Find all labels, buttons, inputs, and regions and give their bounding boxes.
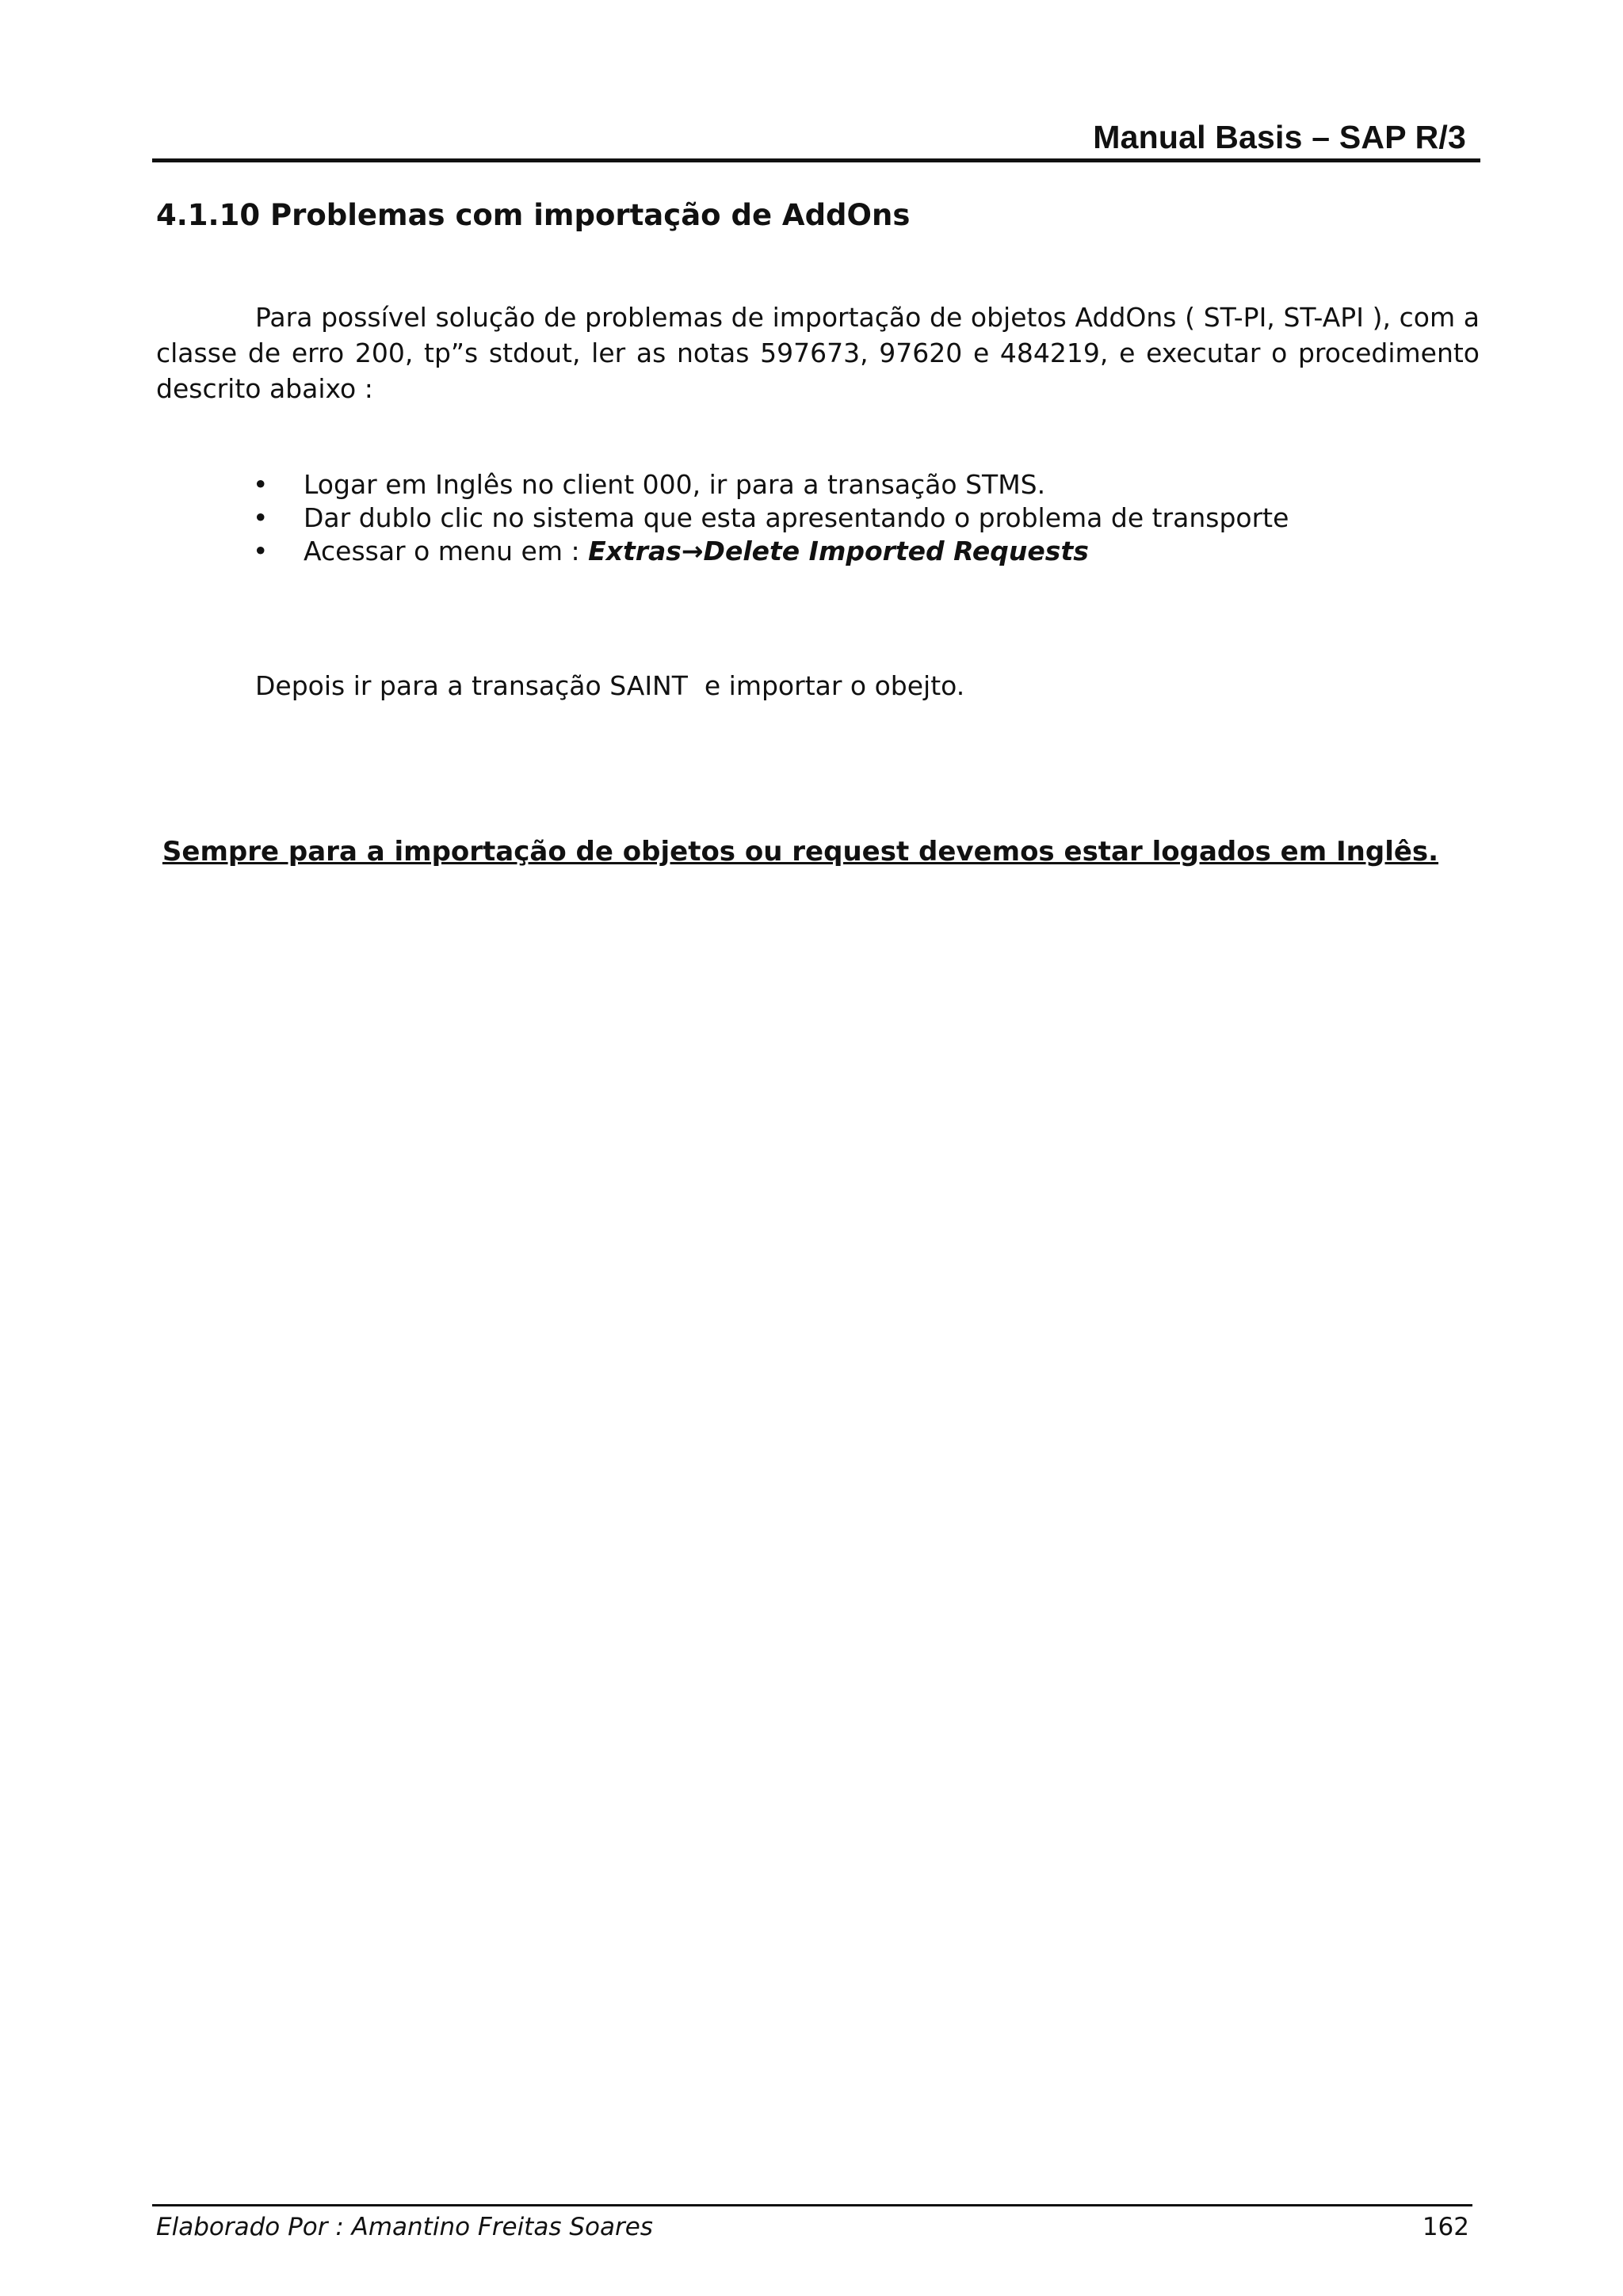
bullet-icon: • (253, 469, 269, 500)
steps-list (156, 468, 1480, 568)
list-item (156, 468, 1480, 502)
section-heading: 4.1.10 Problemas com importação de AddOns (156, 198, 911, 232)
footer-author: Elaborado Por : Amantino Freitas Soares (156, 2213, 653, 2241)
important-note: Sempre para a importação de objetos ou request devemos estar logados em Inglês. (162, 836, 1439, 868)
list-item (156, 535, 1480, 568)
intro-paragraph: Para possível solução de problemas de importação de objetos AddOns ( ST-PI, ST-API ), com a classe de erro 200, tp”s stdout, ler as notas 597673, 97620 e 484219, e executar o procedimento descrito abaixo : (156, 302, 1480, 404)
page-header (152, 113, 1480, 162)
list-item-text: Logar em Inglês no client 000, ir para a transação STMS. (304, 469, 1046, 500)
page-number: 162 (1422, 2213, 1469, 2241)
list-item-text: Dar dublo clic no sistema que esta apresentando o problema de transporte (304, 502, 1289, 533)
saint-paragraph: Depois ir para a transação SAINT e importar o obejto. (255, 670, 965, 701)
bullet-icon: • (253, 502, 269, 533)
menu-path: Extras→Delete Imported Requests (588, 536, 1089, 566)
page-footer (152, 2204, 1472, 2246)
list-item-text: Acessar o menu em : (304, 536, 589, 566)
list-item (156, 502, 1480, 535)
header-title: Manual Basis – SAP R/3 (1093, 119, 1466, 155)
bullet-icon: • (253, 536, 269, 566)
